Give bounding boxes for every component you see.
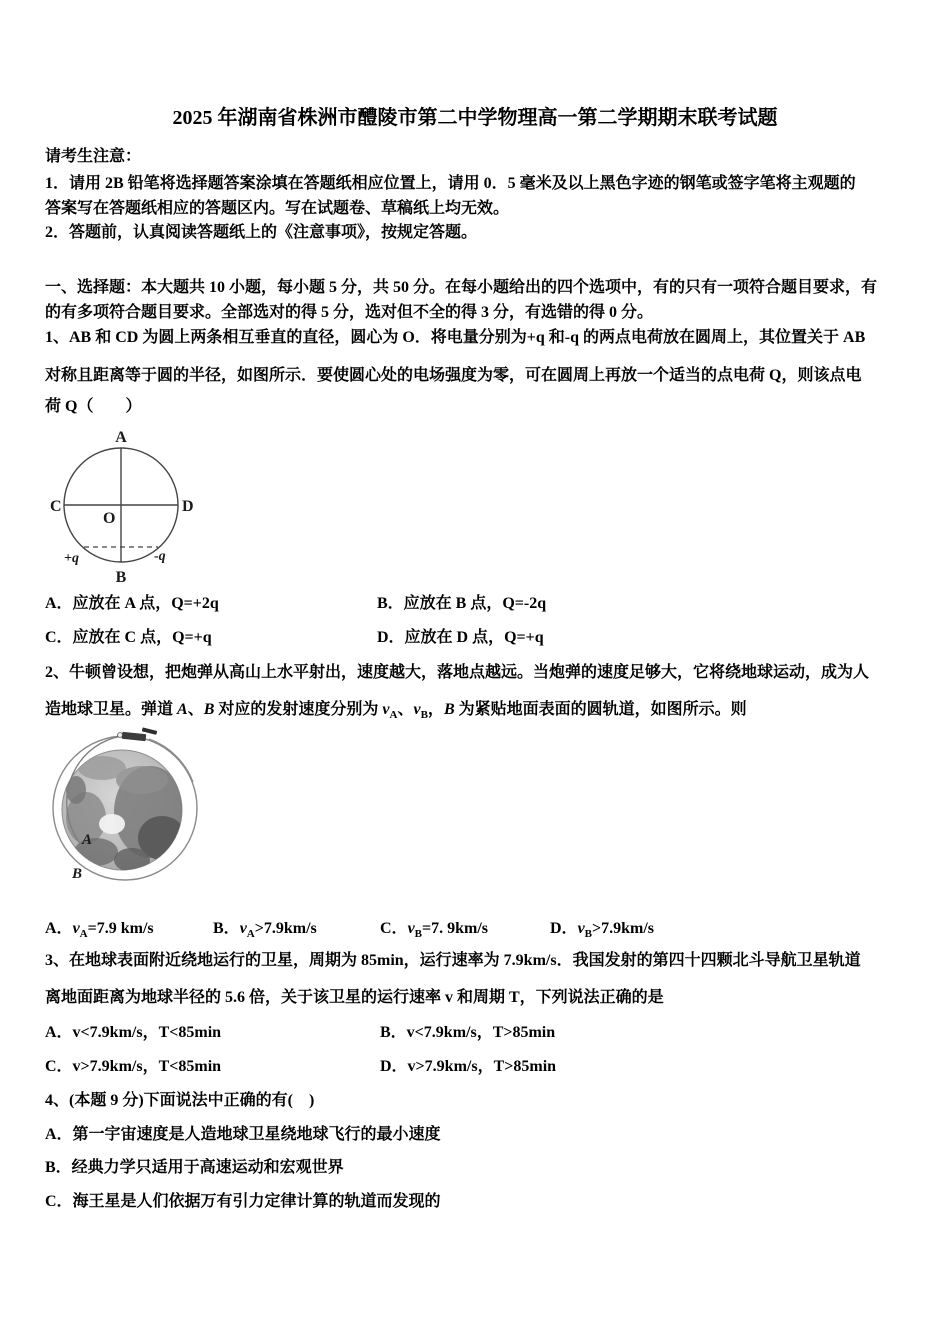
q3-option-c: C．v>7.9km/s，T<85min — [45, 1058, 222, 1075]
page-title: 2025 年湖南省株洲市醴陵市第二中学物理高一第二学期期末联考试题 — [172, 107, 778, 129]
q2-option-c: C．$v_B=7$. 9km/s — [380, 920, 489, 941]
q3-option-d: D．v>7.9km/s，T>85min — [380, 1058, 557, 1075]
label-charge-plus-q: +q — [64, 551, 79, 566]
label-center-o: O — [103, 510, 116, 527]
q3-stem-line-2: 离地面距离为地球半径的 5.6 倍，关于该卫星的运行速率 v 和周期 T，下列说法正确的是 — [45, 989, 664, 1006]
q1-stem-line-2: 对称且距离等于圆的半径，如图所示．要使圆心处的电场强度为零，可在圆周上再放一个适当的点电荷 Q，则该点电 — [45, 367, 862, 384]
q2-var-a: A — [177, 701, 188, 718]
section-heading-line-2: 的有多项符合题目要求。全部选对的得 5 分，选对但不全的得 3 分，有选错的得 0 分。 — [45, 304, 654, 321]
notice-line-1: 1．请用 2B 铅笔将选择题答案涂填在答题纸相应位置上，请用 0．5 毫米及以上黑色字迹的钢笔或签字笔将主观题的 — [45, 175, 856, 192]
label-point-b: B — [115, 569, 127, 586]
q2-stem-text: 造地球卫星。弹道 — [45, 701, 178, 718]
q2-stem-line-1: 2、牛顿曾设想，把炮弹从高山上水平射出，速度越大，落地点越远。当炮弹的速度足够大，它将绕地球运动，成为人 — [45, 664, 870, 681]
q2-var-b: B — [203, 701, 215, 718]
earth-continents — [66, 756, 186, 872]
q1-stem-line-1: 1、AB 和 CD 为圆上两条相互垂直的直径，圆心为 O．将电量分别为+q 和-q 的两点电荷放在圆周上，其位置关于 AB — [45, 329, 866, 346]
label-charge-minus-q: -q — [154, 549, 166, 564]
q1-stem-line-3: 荷 Q（ ） — [45, 398, 142, 415]
q1-option-d: D．应放在 D 点，Q=+q — [377, 629, 544, 646]
cannon-icon — [118, 727, 158, 741]
q3-option-a: A．v<7.9km/s，T<85min — [45, 1024, 222, 1041]
q4-option-b: B．经典力学只适用于高速运动和宏观世界 — [45, 1159, 344, 1176]
label-orbit-b: B — [72, 866, 83, 882]
q2-var-va: v — [382, 701, 390, 718]
q1-option-a: A．应放在 A 点，Q=+2q — [45, 595, 219, 612]
q2-option-d: D．$v_B>7.9km/s$ — [550, 920, 655, 941]
label-point-c: C — [50, 498, 62, 515]
notice-line-3: 2．答题前，认真阅读答题纸上的《注意事项》，按规定答题。 — [45, 224, 478, 241]
q3-stem-line-1: 3、在地球表面附近绕地运行的卫星，周期为 85min，运行速率为 7.9km/s．我国发射的第四十四颗北斗导航卫星轨道 — [45, 952, 861, 969]
notice-heading: 请考生注意： — [45, 148, 142, 165]
notice-line-2: 答案写在答题纸相应的答题区内。写在试题卷、草稿纸上均无效。 — [45, 200, 510, 217]
circle-electric-field-diagram — [40, 426, 210, 588]
label-trajectory-a: A — [82, 832, 93, 848]
earth-orbits-figure — [46, 720, 216, 915]
q2-stem-line-2: 造地球卫星。弹道 A、B 对应的发射速度分别为 $v_A$、$v_B$，B 为紧贴地面表面的圆轨道，如图所示。则 — [45, 701, 747, 722]
q2-var-vb: v — [413, 701, 421, 718]
q1-option-c: C．应放在 C 点，Q=+q — [45, 629, 212, 646]
q1-option-b: B．应放在 B 点，Q=-2q — [377, 595, 547, 612]
section-heading-line-1: 一、选择题：本大题共 10 小题，每小题 5 分，共 50 分。在每小题给出的四个选项中，有的只有一项符合题目要求，有 — [45, 279, 878, 296]
q2-option-b: B．$v_A>7.9km/s$ — [213, 920, 317, 941]
q4-stem: 4、(本题 9 分)下面说法中正确的有( ) — [45, 1092, 315, 1109]
q3-option-b: B．v<7.9km/s，T>85min — [380, 1024, 556, 1041]
q4-option-c: C．海王星是人们依据万有引力定律计算的轨道而发现的 — [45, 1193, 441, 1210]
q4-option-a: A．第一宇宙速度是人造地球卫星绕地球飞行的最小速度 — [45, 1126, 441, 1143]
label-point-a: A — [115, 429, 127, 446]
label-point-d: D — [182, 498, 194, 515]
q2-option-a: A．$v_A=7.9$ km/s — [45, 920, 154, 941]
